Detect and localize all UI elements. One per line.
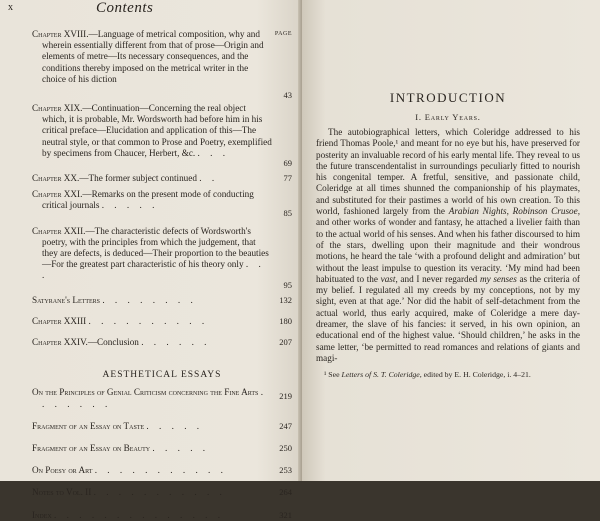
paragraph-italic: my senses (479, 273, 517, 284)
chapter-label: Chapter XXIII (32, 315, 87, 326)
chapter-label: Chapter XXIV. (32, 337, 88, 348)
toc-page: 132 (279, 294, 292, 305)
toc-page: 85 (283, 208, 292, 219)
essay-title: Index (32, 509, 52, 520)
paragraph-text: , and I never regarded (395, 273, 480, 284)
toc-entry-ch23: Chapter XXIII . . . . . . . . . . 180 (32, 315, 292, 326)
toc-entry-ch18 (32, 29, 292, 100)
toc-entry-ch22: Chapter XXII.—The characteristic defects of Wordsworth's poetry, with the principles from which the judgement, that they are defects, is deduced—Their proportion to the beauties—For the greatest part characteristic of his theory only . . . 95 (32, 225, 292, 291)
footnote-text: ¹ See (324, 370, 342, 380)
toc-page: 95 (283, 280, 292, 291)
paragraph-text: and other works of wonder and fantasy, he attached a livelier faith than to the actual world of his senses. And when his father discoursed to him of the stars, dwelling upon their magnitude and their wondrous motions, he heard the tale ‘with a profound delight and admiration’ but without the least impulse to question its veracity. ‘My mind had been habituated to the (316, 217, 580, 284)
essay-title: On the Principles of Genial Criticism concerning the Fine Arts (32, 387, 259, 398)
page-column-label: PAGE (274, 31, 292, 37)
toc-page: 253 (279, 465, 292, 476)
footnote-text: , edited by E. H. Coleridge, i. 4–21. (419, 370, 531, 380)
toc-page: 247 (279, 420, 292, 431)
running-head (8, 0, 292, 22)
chapter-description: —Language of metrical composition, why and wherein essentially different from that of prose—Origin and elements of metre—Its necessary consequences, and the conditions thereby imposed on the metrical writer in the choice of his diction (42, 29, 264, 84)
right-page (302, 0, 600, 481)
essay-title: Notes to Vol. II (32, 487, 92, 498)
page-number: x (8, 2, 13, 13)
chapter-description: —The characteristic defects of Wordsworth's poetry, with the principles from which the judgement, that they are defects, is deduced—Their proportion to the beauties—For the greatest part characteristic of his theory only (42, 225, 269, 270)
essay-title: Fragment of an Essay on Beauty (32, 443, 151, 454)
toc-page: 219 (279, 390, 292, 401)
page-title: INTRODUCTION (389, 90, 507, 105)
toc-page: 77 (283, 173, 292, 184)
chapter-label: Chapter XX. (32, 173, 80, 184)
toc-entry-ch24: Chapter XXIV.—Conclusion . . . . . . 207 (32, 337, 292, 348)
toc-entry-satyrane: Satyrane's Letters . . . . . . . . 132 (32, 294, 292, 305)
body-paragraph (316, 127, 580, 364)
toc-entry-ch19: Chapter XIX.—Continuation—Concerning the real object which, it is probable, Mr. Wordsworth had before him in his critical preface—Elucidation and application of this—The neutral style, or that common to Prose and Poetry, exemplified by specimens from Chaucer, Herbert, &c. . . . 69 (32, 103, 292, 168)
essay-title: Fragment of an Essay on Taste (32, 420, 145, 431)
table-of-contents (32, 29, 292, 521)
toc-entry-essay: Index . . . . . . . . . . . . . . 321 (32, 509, 292, 520)
toc-entry-essay: Notes to Vol. II . . . . . . . . . . . 264 (32, 487, 292, 498)
section-title: AESTHETICAL ESSAYS (102, 370, 222, 381)
toc-entry-essay: Fragment of an Essay on Beauty . . . . . 250 (32, 443, 292, 454)
chapter-label: Chapter XXI. (32, 189, 83, 200)
toc-entry-essay: On the Principles of Genial Criticism concerning the Fine Arts . . . . . . . 219 (32, 387, 292, 409)
chapter-label: Chapter XXII. (32, 225, 86, 236)
essay-title: On Poesy or Art (32, 465, 93, 476)
chapter-label: Chapter XVIII. (32, 29, 89, 39)
footnote (316, 370, 580, 380)
paragraph-text: as the criteria of my belief. I regulated all my creeds by my conceptions, not by my sight, even at that age.’ Nor did the habit of self-detachment from the actual world, thus early acquired, make of Coleridge a mere day-dreamer, the slave of his fancies: it served, in his own opinion, an educational end of the highest value. ‘Should children,’ he asks in the same letter, ‘be permitted to read romances and relations of giants and magi- (316, 273, 580, 363)
toc-page: 321 (279, 509, 292, 520)
paragraph-italic: vast (380, 273, 396, 284)
chapter-description: —Conclusion (87, 337, 139, 348)
toc-page: 207 (279, 337, 292, 348)
footnote-italic: Letters of S. T. Coleridge (341, 370, 420, 380)
chapter-description: —The former subject continued (79, 173, 197, 184)
toc-page: 69 (283, 157, 292, 168)
toc-entry-ch20: Chapter XX.—The former subject continued . . 77 (32, 173, 292, 184)
running-head-title: Contents (96, 0, 154, 16)
toc-page: 180 (279, 315, 292, 326)
paragraph-italic: Arabian Nights, Robinson Crusoe, (448, 206, 581, 217)
toc-page: 43 (283, 89, 292, 100)
toc-page: 250 (279, 443, 292, 454)
paragraph-text: The autobiographical letters, which Coleridge addressed to his friend Thomas Poole,¹ and meant for no eye but his, have preserved for posterity an invaluable record of his early mental life. They reveal to us the future transcendentalist in surroundings peculiarly fitted to nourish his congenital temper. A fretful, sensitive, and passionate child, Coleridge at all times shunned the companionship of his playmates, and substituted for their pastimes a world of his own creation. To this world, fashioned largely from the (316, 127, 580, 217)
chapter-description: —Remarks on the present mode of conducting critical journals (42, 189, 254, 211)
toc-entry-essay: On Poesy or Art . . . . . . . . . . . 253 (32, 465, 292, 476)
section-subheading: I. Early Years. (415, 112, 481, 122)
chapter-label: Satyrane's Letters (32, 294, 101, 305)
toc-entry-ch21: Chapter XXI.—Remarks on the present mode of conducting critical journals . . . . . 85 (32, 189, 292, 219)
chapter-description: —Continuation—Concerning the real object which, it is probable, Mr. Wordsworth had before him in his critical preface—Elucidation and application of this—The neutral style, or that common to Prose and Poetry, exemplified by specimens from Chaucer, Herbert, &c. (42, 103, 272, 158)
toc-entry-essay: Fragment of an Essay on Taste . . . . . 247 (32, 420, 292, 431)
chapter-label: Chapter XIX. (32, 103, 83, 114)
toc-page: 264 (279, 487, 292, 498)
